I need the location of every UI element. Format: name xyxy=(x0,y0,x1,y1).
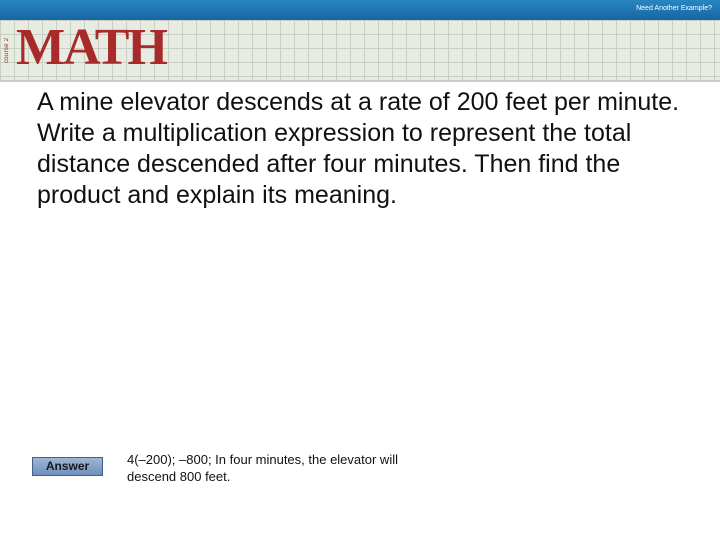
logo-course-label: course 2 xyxy=(4,37,10,63)
need-another-example-link[interactable]: Need Another Example? xyxy=(636,5,712,12)
logo-word: MATH xyxy=(16,19,166,76)
answer-text: 4(–200); –800; In four minutes, the elevator will descend 800 feet. xyxy=(127,452,398,484)
question-text: A mine elevator descends at a rate of 200 feet per minute. Write a multiplication expression to represent the total distance descended after four minutes. Then find the product and explain its meaning. xyxy=(37,88,680,209)
answer-button[interactable]: Answer xyxy=(32,457,103,476)
top-bar xyxy=(0,0,720,20)
